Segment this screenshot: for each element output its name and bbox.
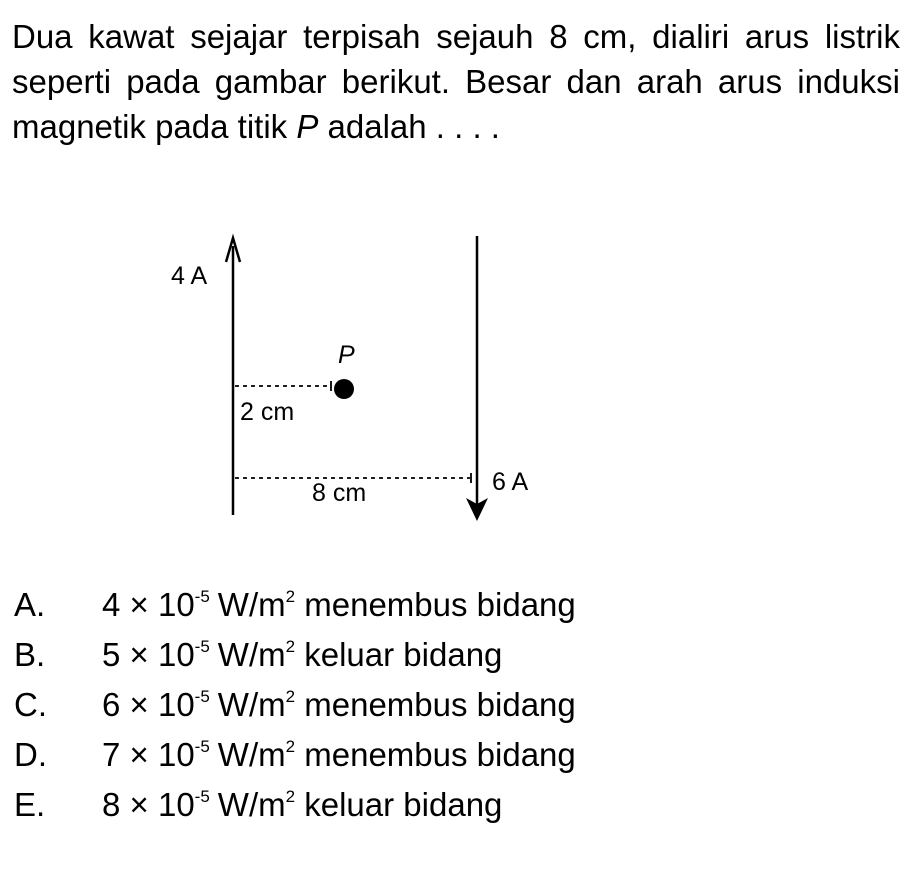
option-unit-exponent: 2	[285, 787, 296, 806]
option-coefficient: 8 × 10	[102, 786, 195, 823]
option-exponent: -5	[194, 787, 210, 806]
option-exponent: -5	[194, 637, 210, 656]
option-coefficient: 4 × 10	[102, 586, 195, 623]
option-description: menembus bidang	[304, 736, 576, 773]
point-p-dot	[334, 379, 354, 399]
option-exponent: -5	[194, 587, 210, 606]
point-symbol: P	[296, 108, 319, 145]
option-coefficient: 5 × 10	[102, 636, 195, 673]
option-letter: D.	[14, 736, 47, 773]
right-current-label: 6 A	[492, 468, 529, 496]
option-unit: W/m	[217, 636, 286, 673]
option-description: menembus bidang	[304, 586, 576, 623]
left-current-label: 4 A	[171, 262, 208, 290]
option-letter: E.	[14, 786, 46, 823]
option-unit: W/m	[217, 586, 286, 623]
question-text-after: adalah . . . .	[318, 108, 500, 145]
option-unit-exponent: 2	[285, 737, 296, 756]
option-coefficient: 7 × 10	[102, 736, 195, 773]
option-unit: W/m	[217, 786, 286, 823]
option-unit-exponent: 2	[285, 637, 296, 656]
option-unit-exponent: 2	[285, 587, 296, 606]
option-unit: W/m	[217, 686, 286, 723]
option-exponent: -5	[194, 687, 210, 706]
option-letter: B.	[14, 636, 46, 673]
question-text-before: Dua kawat sejajar terpisah sejauh 8 cm, dialiri arus listrik seperti pada gambar berikut. Besar dan arah arus induksi magnetik pada titik	[12, 18, 900, 145]
long-distance-label: 8 cm	[312, 479, 367, 507]
option-coefficient: 6 × 10	[102, 686, 195, 723]
option-unit: W/m	[217, 736, 286, 773]
option-letter: C.	[14, 686, 47, 723]
option-exponent: -5	[194, 737, 210, 756]
option-description: menembus bidang	[304, 686, 576, 723]
option-description: keluar bidang	[304, 636, 503, 673]
point-p-label: P	[338, 341, 355, 369]
option-unit-exponent: 2	[285, 687, 296, 706]
option-letter: A.	[14, 586, 46, 623]
option-description: keluar bidang	[304, 786, 503, 823]
short-distance-label: 2 cm	[240, 398, 295, 426]
